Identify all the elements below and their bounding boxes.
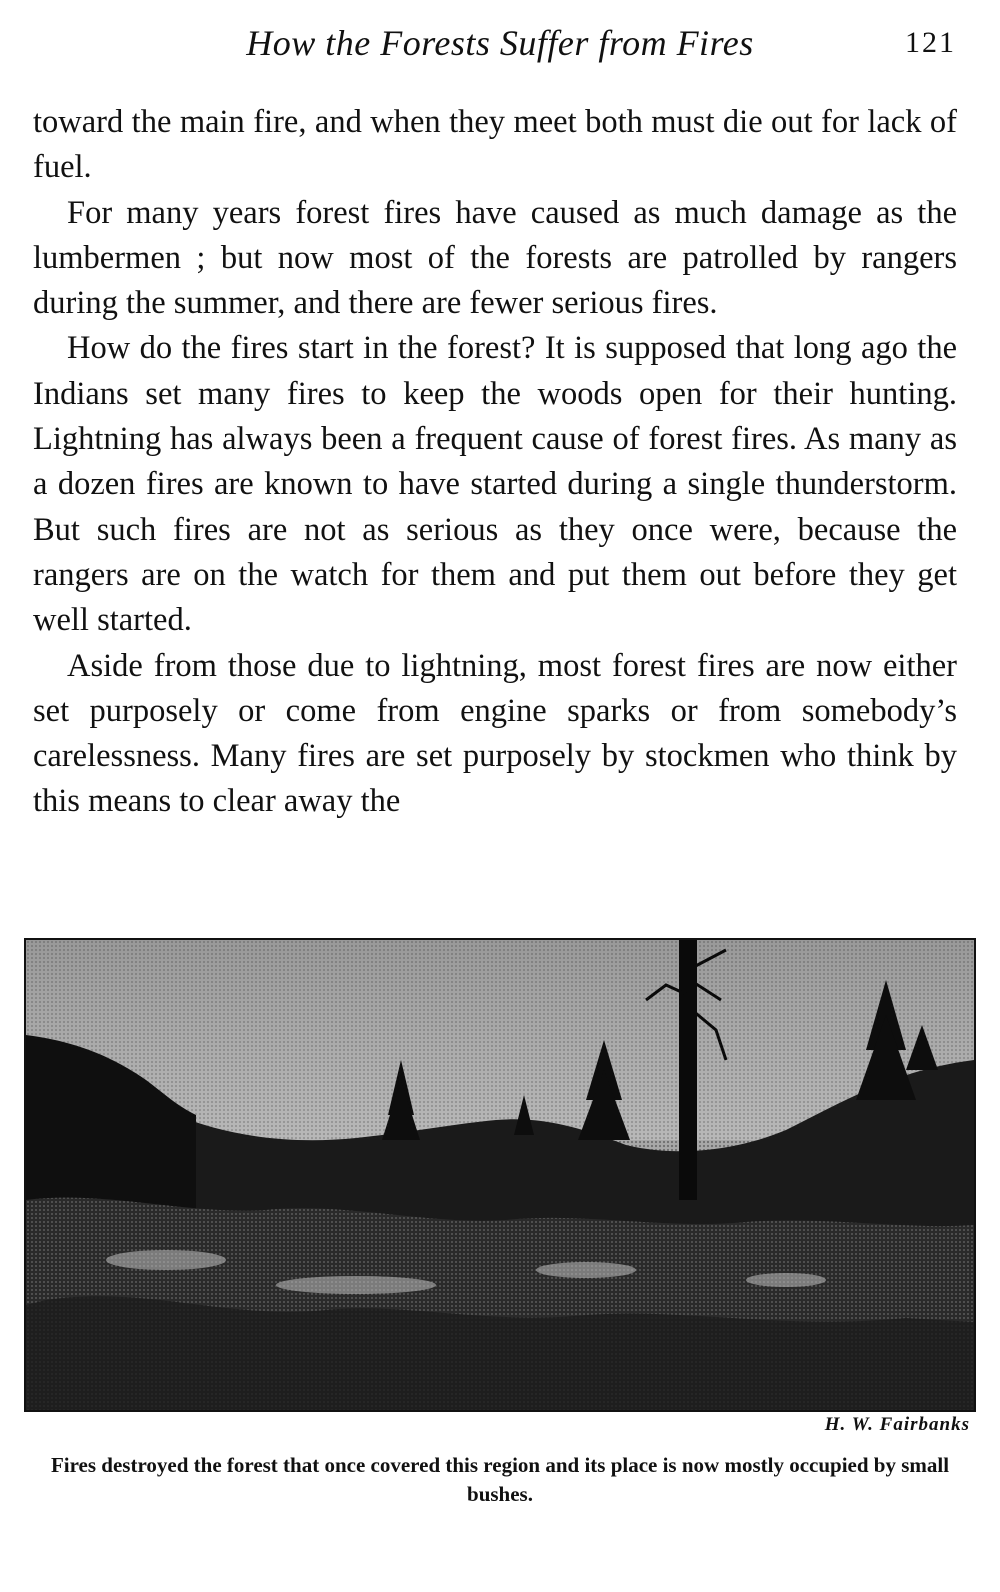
forest-photograph: [24, 938, 976, 1412]
paragraph: How do the fires start in the forest? It is supposed that long ago the Indians set many fires to keep the woods open for their hunting. Lightning has always been a frequent cause of forest fires. As many as a dozen fires are known to have started during a single thunderstorm. But such fires are not as serious as they once were, because the rangers are on the watch for them and put them out before they get well started.: [33, 330, 957, 639]
page-number: 121: [905, 26, 956, 59]
paragraph: toward the main fire, and when they meet both must die out for lack of fuel.: [33, 104, 957, 186]
dead-tree-trunk: [679, 940, 697, 1200]
photo-credit: H. W. Fairbanks: [824, 1414, 970, 1435]
figure-caption: Fires destroyed the forest that once covered this region and its place is now mostly occupied by small bushes.: [50, 1453, 950, 1506]
body-text: [33, 100, 957, 825]
paragraph: Aside from those due to lightning, most forest fires are now either set purposely or come from engine sparks or from somebody’s carelessness. Many fires are set purposely by stockmen who think by this means to clear away the: [33, 647, 957, 820]
paragraph: For many years forest fires have caused as much damage as the lumbermen ; but now most of the forests are patrolled by rangers during the summer, and there are fewer serious fires.: [33, 194, 957, 322]
landscape-illustration: [26, 940, 974, 1410]
page-header: [0, 20, 1000, 70]
running-title: How the Forests Suffer from Fires: [246, 23, 754, 63]
